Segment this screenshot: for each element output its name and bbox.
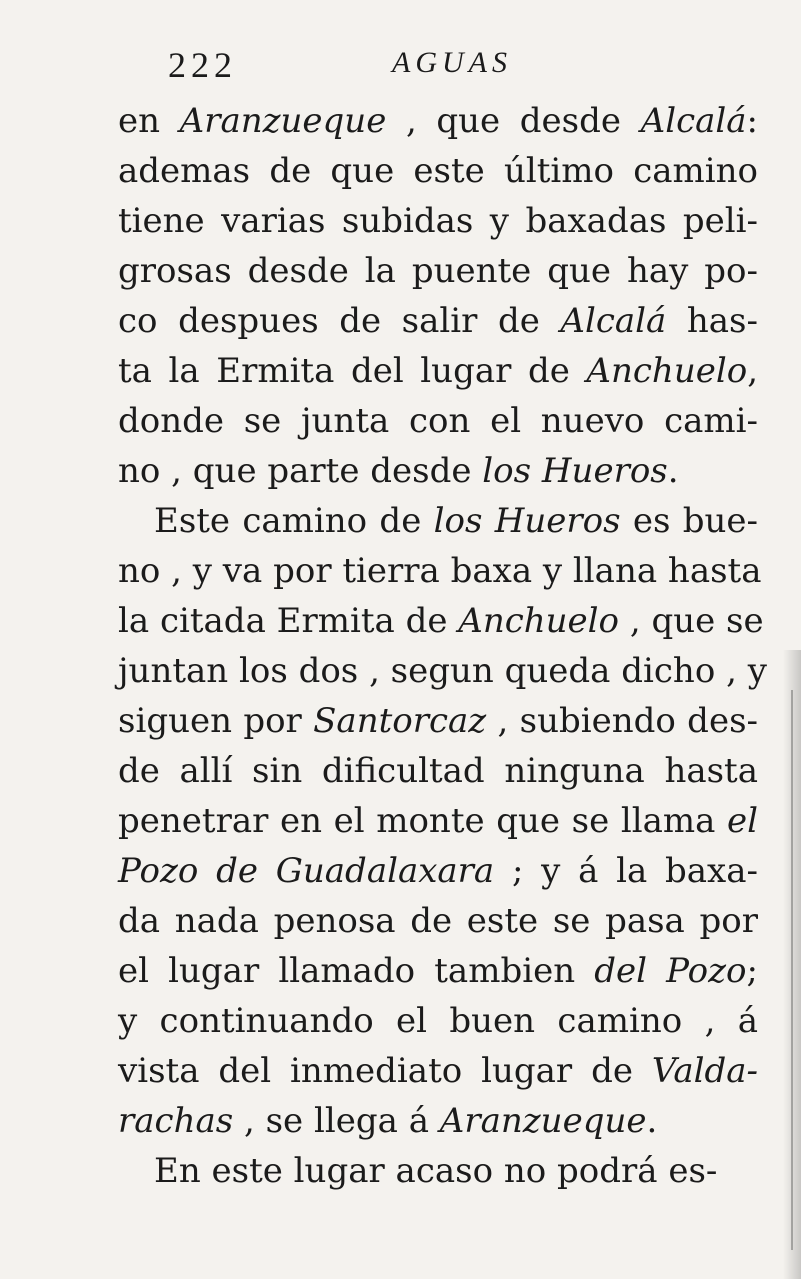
page-edge-line (791, 690, 793, 1250)
text-line: grosas desde la puente que hay po- (118, 251, 758, 291)
text-line: el lugar llamado tambien del Pozo; (118, 951, 758, 991)
text-line: siguen por Santorcaz , subiendo des- (118, 701, 759, 741)
text-line: Este camino de los Hueros es bue- (154, 501, 758, 541)
text-line: no , que parte desde los Hueros. (118, 451, 679, 491)
text-line: da nada penosa de este se pasa por (118, 901, 758, 941)
text-line: en Aranzueque , que desde Alcalá: (118, 101, 758, 141)
text-line: de allí sin dificultad ninguna hasta (118, 751, 758, 791)
text-line: rachas , se llega á Aranzueque. (118, 1101, 658, 1141)
text-line: ta la Ermita del lugar de Anchuelo, (118, 351, 758, 391)
running-head: AGUAS (392, 46, 512, 79)
text-line: juntan los dos , segun queda dicho , y (118, 651, 767, 691)
text-line: vista del inmediato lugar de Valda- (118, 1051, 758, 1091)
text-line: Pozo de Guadalaxara ; y á la baxa- (118, 851, 758, 891)
text-line: En este lugar acaso no podrá es- (154, 1151, 718, 1191)
text-line: tiene varias subidas y baxadas peli- (118, 201, 758, 241)
text-line: no , y va por tierra baxa y llana hasta (118, 551, 762, 591)
text-line: penetrar en el monte que se llama el (118, 801, 758, 841)
text-line: donde se junta con el nuevo cami- (118, 401, 758, 441)
page-header (168, 44, 528, 94)
text-line: la citada Ermita de Anchuelo , que se (118, 601, 764, 641)
body-text (118, 96, 767, 1196)
text-line: y continuando el buen camino , á (118, 1001, 758, 1041)
text-line: co despues de salir de Alcalá has- (118, 301, 758, 341)
page-number: 222 (168, 45, 237, 85)
text-line: ademas de que este último camino (118, 151, 758, 191)
